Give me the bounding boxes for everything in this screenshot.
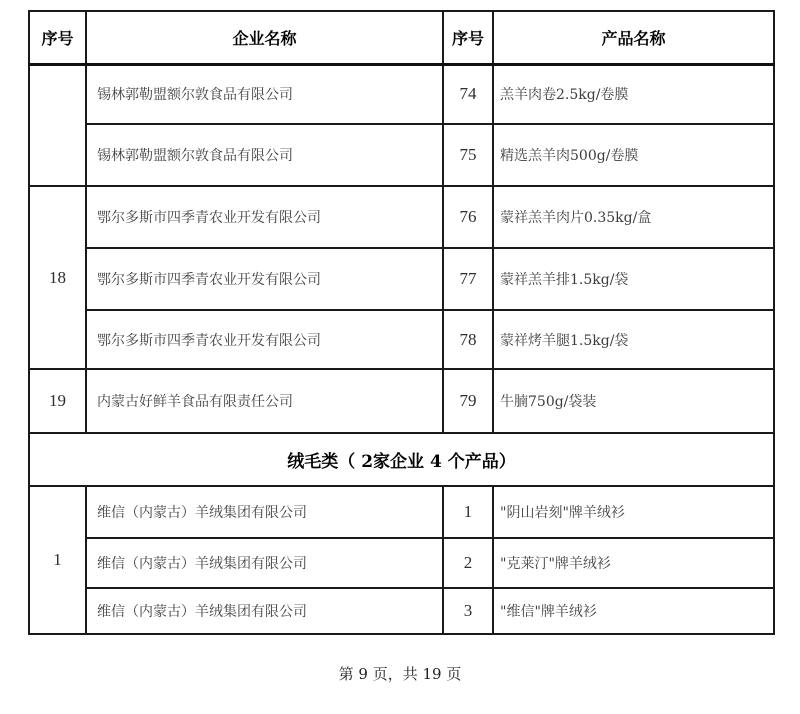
table-row — [29, 588, 774, 634]
company-cell: 鄂尔多斯市四季青农业开发有限公司 — [86, 310, 443, 369]
group-number-cell: 19 — [29, 369, 86, 433]
header-product-serial: 序号 — [443, 11, 493, 64]
table-header-row — [29, 11, 774, 64]
product-name-cell: 羔羊肉卷2.5kg/卷膜 — [493, 64, 774, 124]
product-number-cell: 1 — [443, 486, 493, 538]
product-name-cell: 蒙祥羔羊肉片0.35kg/盒 — [493, 186, 774, 248]
group-number-cell: 18 — [29, 186, 86, 369]
section-title-row — [29, 433, 774, 486]
company-cell: 维信（内蒙古）羊绒集团有限公司 — [86, 486, 443, 538]
product-name-cell: "克莱汀"牌羊绒衫 — [493, 538, 774, 588]
table-row — [29, 64, 774, 124]
company-cell: 鄂尔多斯市四季青农业开发有限公司 — [86, 248, 443, 310]
product-number-cell: 79 — [443, 369, 493, 433]
section-title-cell: 绒毛类（ 2家企业 4 个产品） — [29, 433, 774, 486]
group-number-cell: 1 — [29, 486, 86, 634]
product-number-cell: 78 — [443, 310, 493, 369]
header-group-serial: 序号 — [29, 11, 86, 64]
header-product-name: 产品名称 — [493, 11, 774, 64]
product-number-cell: 3 — [443, 588, 493, 634]
product-name-cell: 蒙祥烤羊腿1.5kg/袋 — [493, 310, 774, 369]
product-name-cell: 牛腩750g/袋装 — [493, 369, 774, 433]
table-row — [29, 538, 774, 588]
product-number-cell: 77 — [443, 248, 493, 310]
table-row — [29, 124, 774, 186]
group-number-cell — [29, 64, 86, 186]
product-number-cell: 2 — [443, 538, 493, 588]
table-row — [29, 310, 774, 369]
company-cell: 鄂尔多斯市四季青农业开发有限公司 — [86, 186, 443, 248]
page-number-footer: 第 9 页，共 19 页 — [338, 665, 462, 683]
company-cell: 内蒙古好鲜羊食品有限责任公司 — [86, 369, 443, 433]
product-number-cell: 76 — [443, 186, 493, 248]
table-row — [29, 369, 774, 433]
table-row — [29, 186, 774, 248]
product-name-cell: 精选羔羊肉500g/卷膜 — [493, 124, 774, 186]
product-name-cell: "维信"牌羊绒衫 — [493, 588, 774, 634]
company-cell: 锡林郭勒盟额尔敦食品有限公司 — [86, 64, 443, 124]
product-number-cell: 75 — [443, 124, 493, 186]
product-table — [28, 10, 775, 635]
company-cell: 锡林郭勒盟额尔敦食品有限公司 — [86, 124, 443, 186]
company-cell: 维信（内蒙古）羊绒集团有限公司 — [86, 538, 443, 588]
table-row — [29, 248, 774, 310]
company-cell: 维信（内蒙古）羊绒集团有限公司 — [86, 588, 443, 634]
product-number-cell: 74 — [443, 64, 493, 124]
product-name-cell: "阴山岩刻"牌羊绒衫 — [493, 486, 774, 538]
product-name-cell: 蒙祥羔羊排1.5kg/袋 — [493, 248, 774, 310]
table-row — [29, 486, 774, 538]
header-company-name: 企业名称 — [86, 11, 443, 64]
